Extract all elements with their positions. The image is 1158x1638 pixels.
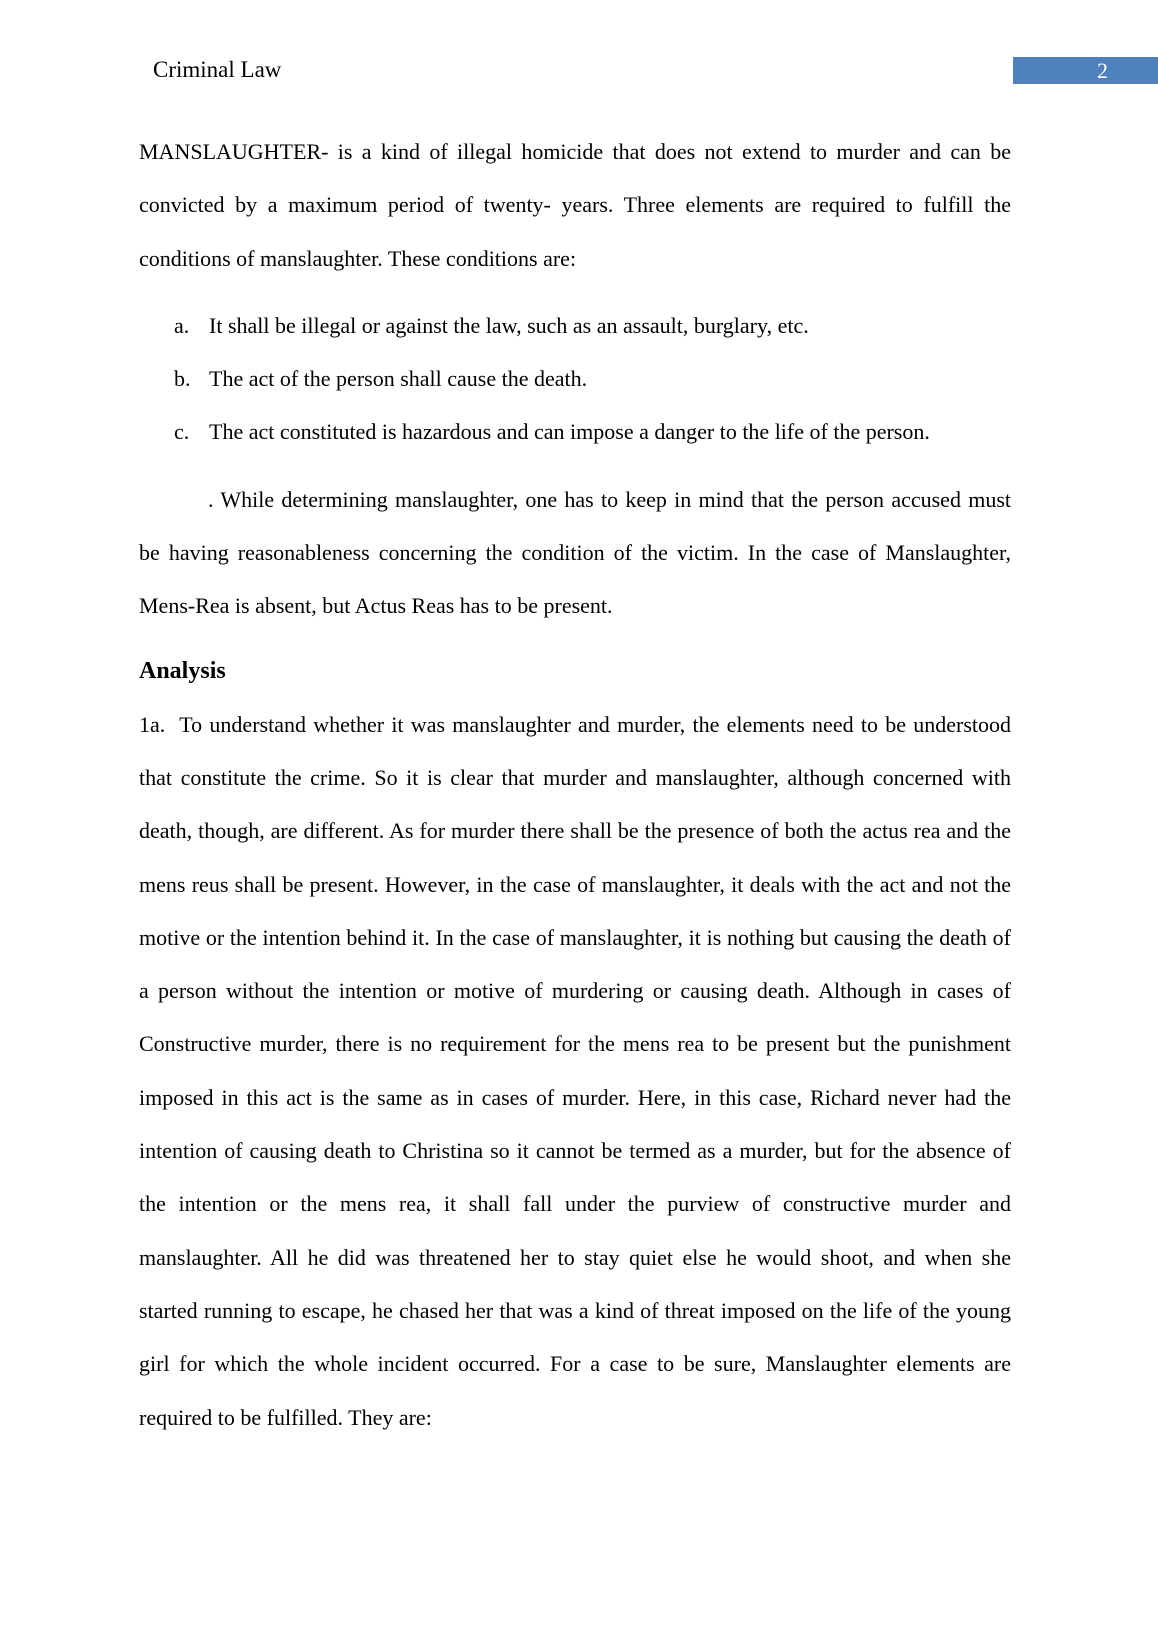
analysis-heading: Analysis [139, 657, 226, 684]
page-number-box [1013, 57, 1158, 84]
list-item-letter: b. [174, 366, 191, 392]
list-item-letter: a. [174, 312, 190, 338]
list-item-text: The act of the person shall cause the death. [209, 366, 588, 392]
header-title: Criminal Law [153, 57, 282, 82]
document-body [139, 125, 1011, 1444]
list-item-text: The act constituted is hazardous and can impose a danger to the life of the person. [209, 419, 930, 445]
list-item [139, 299, 1011, 352]
intro-paragraph: MANSLAUGHTER- is a kind of illegal homicide that does not extend to murder and can be convicted by a maximum period of twenty- years. Three elements are required to fulfill the conditions of manslaughter. These conditions are: [139, 139, 1011, 271]
analysis-text: To understand whether it was manslaughter and murder, the elements need to be understood that constitute the crime. So it is clear that murder and manslaughter, although concerned with death, though, are different. As for murder there shall be the presence of both the actus rea and the mens reus shall be present. However, in the case of manslaughter, it deals with the act and not the motive or the intention behind it. In the case of manslaughter, it is nothing but causing the death of a person without the intention or motive of murdering or causing death. Although in cases of Constructive murder, there is no requirement for the mens rea to be present but the punishment imposed in this act is the same as in cases of murder. Here, in this case, Richard never had the intention of causing death to Christina so it cannot be termed as a murder, but for the absence of the intention or the mens rea, it shall fall under the purview of constructive murder and manslaughter. All he did was threatened her to stay quiet else he would shoot, and when she started running to escape, he chased her that was a kind of threat imposed on the life of the young girl for which the whole incident occurred. For a case to be sure, Manslaughter elements are required to be fulfilled. They are: [139, 711, 1011, 1430]
elements-list [139, 299, 1011, 459]
determination-paragraph [139, 473, 1011, 633]
determination-text: . While determining manslaughter, one has to keep in mind that the person accused must be having reasonableness concerning the condition of the victim. In the case of Manslaughter, Mens-Rea is absent, but Actus Reas has to be present. [139, 486, 1011, 619]
list-item [139, 405, 1011, 458]
analysis-label: 1a. [139, 711, 166, 737]
list-item-letter: c. [174, 419, 190, 445]
analysis-paragraph [139, 698, 1011, 1444]
page-number: 2 [1097, 58, 1108, 83]
list-item [139, 352, 1011, 405]
list-item-text: It shall be illegal or against the law, such as an assault, burglary, etc. [209, 312, 809, 338]
